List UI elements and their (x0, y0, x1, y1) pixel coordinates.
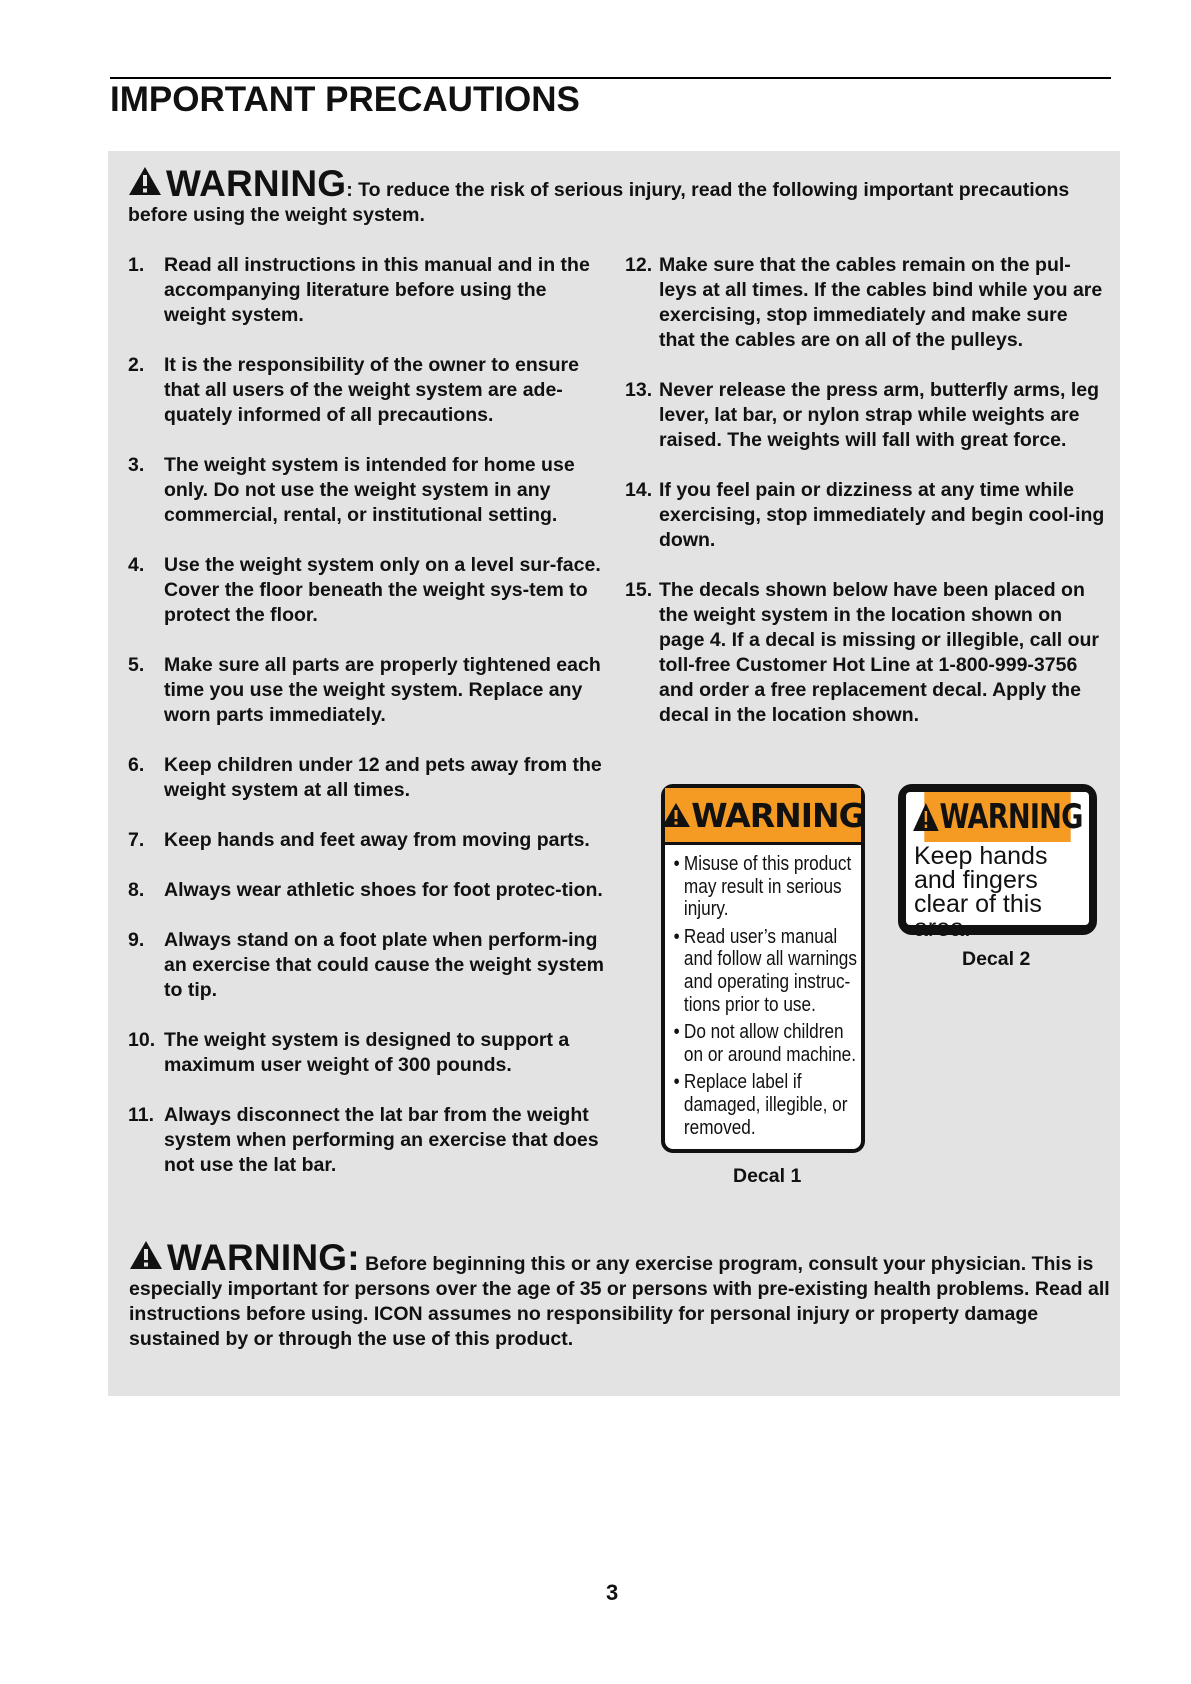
decal-bullet: • Replace label if damaged, illegible, or removed. (674, 1071, 861, 1139)
item-number: 14. (625, 479, 653, 501)
precaution-item (625, 253, 1105, 353)
decal-2-header (924, 792, 1083, 842)
item-text: Never release the press arm, butterfly arms, leg lever, lat bar, or nylon strap while weights are raised. The weights will fall with great force. (659, 379, 1100, 451)
item-number: 3. (128, 454, 145, 476)
item-number: 2. (128, 354, 145, 376)
item-number: 4. (128, 554, 145, 576)
item-text: Make sure that the cables remain on the pul-leys at all times. If the cables bind while you are exercising, stop immediately and make sure that the cables are on all of the pulleys. (659, 254, 1103, 351)
decal-bullet: • Do not allow children on or around machine. (674, 1021, 861, 1066)
warning-intro (128, 163, 1103, 228)
item-text: Keep children under 12 and pets away from the weight system at all times. (164, 754, 602, 801)
top-rule (110, 77, 1111, 79)
item-text: It is the responsibility of the owner to ensure that all users of the weight system are ade-quately informed of all precautions. (164, 354, 579, 426)
decal-1-title: WARNING (691, 795, 865, 835)
precaution-item (128, 878, 608, 903)
precaution-item (625, 578, 1105, 728)
warning-footer-text: Before beginning this or any exercise program, consult your physician. This is especially important for persons over the age of 35 or persons with pre-existing health problems. Read all instructions before using. ICON assumes no responsibility for personal injury or property damage sustained by or through the use of this product. (129, 1253, 1110, 1350)
item-text: Keep hands and feet away from moving parts. (164, 829, 590, 851)
item-text: The decals shown below have been placed on the weight system in the location shown on page 4. If a decal is missing or illegible, call our toll-free Customer Hot Line at 1-800-999-3756 and order a free replacement decal. Apply the decal in the location shown. (659, 579, 1099, 726)
precautions-right-column (625, 253, 1105, 753)
warning-triangle-icon (912, 802, 939, 832)
precaution-item (128, 1103, 608, 1178)
item-text: Always stand on a foot plate when perform-ing an exercise that could cause the weight system to tip. (164, 929, 604, 1001)
decal-2-caption: Decal 2 (962, 948, 1031, 970)
item-text: The weight system is designed to support a maximum user weight of 300 pounds. (164, 1029, 570, 1076)
item-text: Read all instructions in this manual and in the accompanying literature before using the weight system. (164, 254, 590, 326)
precaution-item (128, 453, 608, 528)
precaution-item (128, 653, 608, 728)
item-number: 15. (625, 579, 653, 601)
decal-2-inner (906, 792, 1089, 942)
item-number: 1. (128, 254, 145, 276)
decal-1-caption: Decal 1 (733, 1165, 802, 1187)
item-number: 11. (128, 1104, 155, 1126)
item-text: Always disconnect the lat bar from the weight system when performing an exercise that does not use the lat bar. (164, 1104, 599, 1176)
decal-2-text: Keep hands and fingers clear of this area. (914, 842, 1048, 942)
item-number: 8. (128, 879, 145, 901)
item-number: 6. (128, 754, 145, 776)
decal-1-header (665, 788, 865, 845)
precaution-item (128, 753, 608, 803)
precautions-left-column (128, 253, 608, 1203)
item-number: 5. (128, 654, 145, 676)
warning-word: WARNING: (167, 1237, 360, 1278)
item-number: 9. (128, 929, 145, 951)
item-number: 10. (128, 1029, 156, 1051)
warning-intro-text: : To reduce the risk of serious injury, read the following important precautions before using the weight system. (128, 179, 1070, 226)
precaution-item (128, 828, 608, 853)
item-text: Use the weight system only on a level sur-face. Cover the floor beneath the weight sys-tem to protect the floor. (164, 554, 601, 626)
item-text: Always wear athletic shoes for foot protec-tion. (164, 879, 603, 901)
item-number: 12. (625, 254, 653, 276)
page-title: IMPORTANT PRECAUTIONS (110, 80, 580, 119)
precaution-item (128, 928, 608, 1003)
item-text: Make sure all parts are properly tightened each time you use the weight system. Replace any worn parts immediately. (164, 654, 601, 726)
precaution-item (128, 553, 608, 628)
decal-bullet: • Misuse of this product may result in serious injury. (674, 853, 861, 921)
warning-triangle-icon (128, 166, 162, 203)
item-number: 13. (625, 379, 653, 401)
item-text: If you feel pain or dizziness at any time while exercising, stop immediately and begin cool-ing down. (659, 479, 1105, 551)
page-number: 3 (606, 1580, 619, 1605)
decal-bullet: • Read user’s manual and follow all warnings and operating instruc-tions prior to use. (674, 926, 861, 1016)
decal-2 (898, 784, 1097, 942)
item-text: The weight system is intended for home use only. Do not use the weight system in any commercial, rental, or institutional setting. (164, 454, 575, 526)
decal-1-bullets (665, 853, 866, 1139)
warning-triangle-icon (129, 1240, 163, 1277)
precaution-item (128, 353, 608, 428)
precaution-item (625, 378, 1105, 453)
warning-triangle-icon (661, 802, 691, 828)
warning-word: WARNING (166, 163, 347, 204)
decal-1 (661, 784, 865, 1153)
precaution-item (128, 253, 608, 328)
item-number: 7. (128, 829, 145, 851)
decal-2-title: WARNING (939, 797, 1083, 837)
precaution-item (625, 478, 1105, 553)
precaution-item (128, 1028, 608, 1078)
warning-footer (129, 1237, 1114, 1352)
